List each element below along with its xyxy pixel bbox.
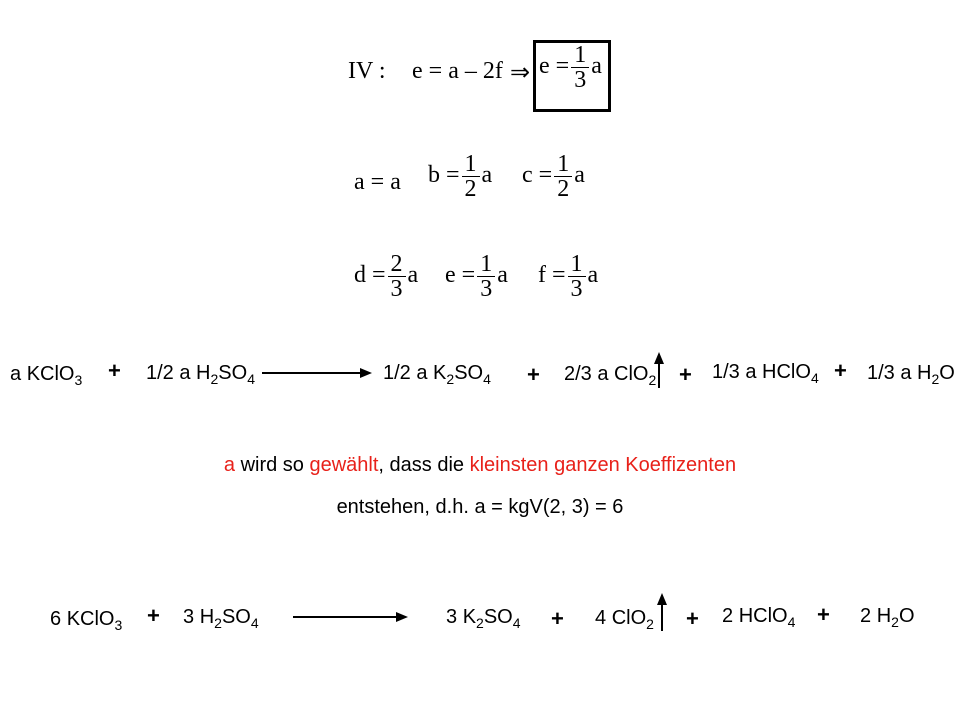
coefficient: 2/3 a [564,363,609,385]
coeff-d-lhs: d = [354,262,386,289]
formula-part: ClO [611,607,647,629]
coeff-f-lhs: f = [538,262,566,289]
subscript: 4 [787,614,796,630]
coefficient: 1/2 a [383,362,428,384]
coeff-d-fraction [388,252,406,301]
note-text: wird so [235,454,310,476]
subscript: 4 [483,371,491,387]
r2-product-hclo4 [722,605,795,628]
coefficient: 3 [446,606,458,628]
note-variable: a [223,454,236,476]
coeff-e [445,252,508,301]
coeff-d [354,252,418,301]
formula-part: O [898,605,915,627]
coeff-b [428,152,492,201]
formula-part: HClO [762,361,811,383]
formula-part: O [939,362,955,384]
coefficient: 4 [595,607,607,629]
subscript: 3 [114,617,123,633]
coeff-e-var: a [497,262,508,289]
note-text: , dass die [378,454,470,476]
boxed-result-lhs: e = [539,53,570,80]
r1-reaction-arrowhead [360,368,372,378]
subscript: 4 [247,371,255,387]
fraction-numerator: 2 [390,251,403,277]
coeff-a: a = a [354,169,401,195]
subscript: 2 [446,371,455,387]
fraction-denominator: 2 [557,176,570,202]
coefficient: 2 [722,605,734,627]
fraction-denominator: 3 [480,276,493,302]
r1-product-h2o [867,362,955,385]
boxed-result-fraction [571,43,589,92]
formula-part: KClO [66,608,115,630]
r2-product-h2o [860,605,915,628]
r1-plus-1: + [108,358,121,383]
fraction-numerator: 1 [480,251,493,277]
coefficient: 6 [50,608,62,630]
formula-part: H [196,362,211,384]
r2-reactant-kclo3 [50,608,122,631]
fraction-numerator: 1 [557,151,570,177]
formula-part: SO [221,606,251,628]
formula-part: SO [483,606,513,628]
coeff-c-fraction [554,152,572,201]
note-highlight-coefficients: kleinsten ganzen Koeffizenten [469,454,737,476]
coeff-e-fraction [477,252,495,301]
subscript: 2 [476,615,484,631]
r2-plus-1: + [147,603,160,628]
r2-gas-arrow [661,603,663,631]
explanation-line-1 [0,454,960,477]
coeff-c-lhs: c = [522,162,553,189]
subscript: 2 [646,616,654,632]
r2-plus-4: + [817,602,830,627]
r1-reactant-h2so4 [146,362,255,385]
fraction-numerator: 1 [464,151,477,177]
step-label: IV : [348,58,386,84]
r1-product-clo2 [564,363,656,386]
formula-part: H [917,362,932,384]
r1-plus-4: + [834,358,847,383]
formula-part: K [433,362,447,384]
coeff-f [538,252,598,301]
fraction-denominator: 3 [574,67,587,93]
formula-part: H [876,605,892,627]
subscript: 2 [214,615,222,631]
coeff-f-var: a [587,262,599,289]
implies-arrow: ⇒ [510,60,531,86]
boxed-result-var: a [591,53,602,80]
formula-part: K [462,606,477,628]
r2-plus-2: + [551,606,564,631]
formula-part: SO [218,362,248,384]
note-highlight-chosen: gewählt [309,454,379,476]
coefficient: 1/3 a [712,361,757,383]
coefficient: 1/2 a [146,362,191,384]
formula-part: KClO [26,363,75,385]
r1-product-k2so4 [383,362,491,385]
coeff-d-var: a [407,262,419,289]
equation-lhs: e = a – 2f [412,58,503,84]
coefficient: 2 [860,605,872,627]
r1-gas-arrow [658,362,660,388]
formula-part: ClO [614,363,649,385]
subscript: 4 [250,615,259,631]
formula-part: H [199,606,215,628]
fraction-numerator: 1 [574,42,587,68]
r2-product-k2so4 [446,606,521,629]
formula-part: HClO [738,605,788,627]
subscript: 2 [648,372,657,388]
coefficient: 1/3 a [867,362,912,384]
r1-reactant-kclo3 [10,363,82,386]
boxed-result [539,43,602,92]
fraction-denominator: 3 [570,276,583,302]
coeff-b-var: a [481,162,493,189]
formula-part: SO [454,362,484,384]
coefficient: a [10,363,22,385]
subscript: 2 [931,371,940,387]
r1-reaction-arrow [262,372,362,374]
r2-reaction-arrowhead [396,612,408,622]
subscript: 4 [512,615,521,631]
r2-reactant-h2so4 [183,606,259,629]
fraction-denominator: 3 [390,276,403,302]
r1-plus-3: + [679,362,692,387]
coeff-c [522,152,585,201]
coeff-c-var: a [574,162,585,189]
r1-product-hclo4 [712,361,819,384]
subscript: 3 [74,372,83,388]
r2-reaction-arrow [293,616,398,618]
coeff-f-fraction [568,252,586,301]
fraction-denominator: 2 [464,176,477,202]
subscript: 4 [810,370,819,386]
coeff-b-lhs: b = [428,162,460,189]
r1-plus-2: + [527,362,540,387]
coefficient: 3 [183,606,195,628]
subscript: 2 [891,614,899,630]
r2-plus-3: + [686,606,699,631]
coeff-e-lhs: e = [445,262,476,289]
r2-product-clo2 [595,607,654,630]
explanation-line-2: entstehen, d.h. a = kgV(2, 3) = 6 [336,496,624,518]
coeff-b-fraction [462,152,480,201]
subscript: 2 [210,371,219,387]
fraction-numerator: 1 [570,251,583,277]
